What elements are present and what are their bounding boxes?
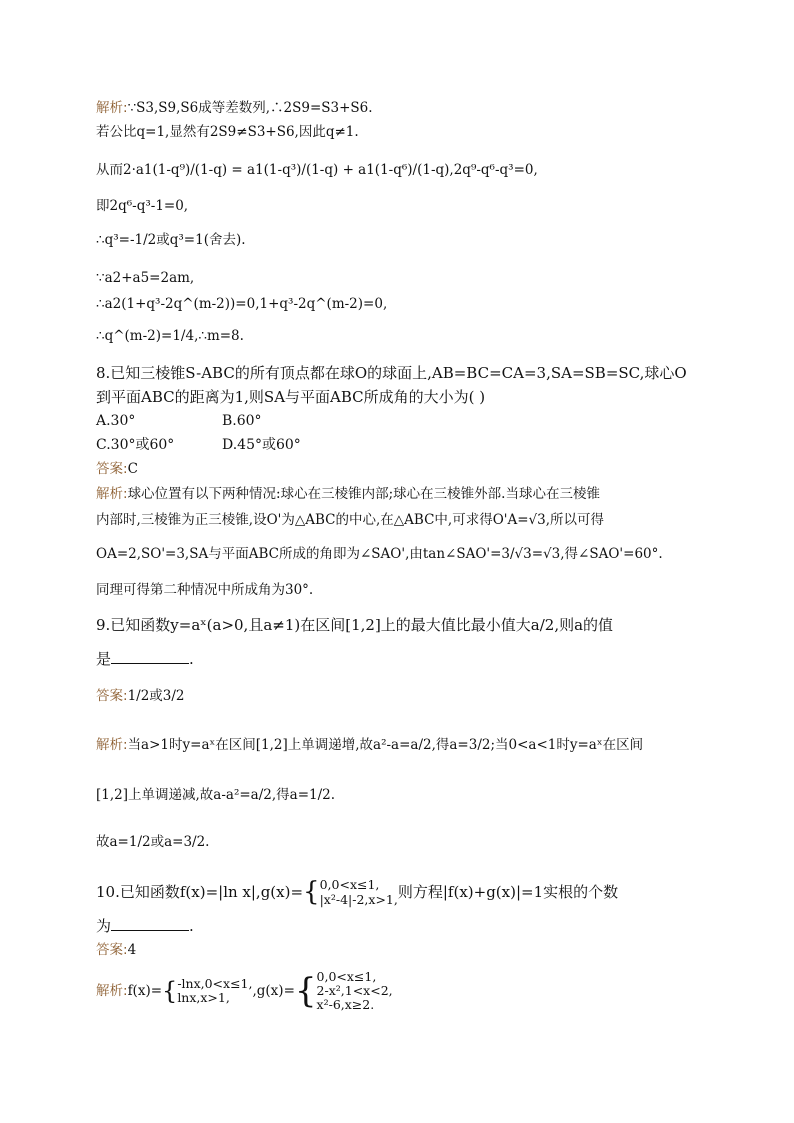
option-a: A.30° bbox=[96, 413, 136, 429]
question-8-stem: 8.已知三棱锥S-ABC的所有顶点都在球O的球面上,AB=BC=CA=3,SA=SB=SC,球心O bbox=[96, 364, 687, 382]
answer-label: 答案: bbox=[96, 688, 128, 704]
analysis-line: ∴q^(m-2)=1/4,∴m=8. bbox=[96, 328, 244, 344]
analysis-text: 球心位置有以下两种情况:球心在三棱锥内部;球心在三棱锥外部.当球心在三棱锥 bbox=[127, 486, 600, 502]
stem-text: 10.已知函数f(x)=|ln x|,g(x)= bbox=[96, 883, 304, 901]
case-line: x²-6,x≥2. bbox=[316, 997, 375, 1012]
brace-icon: { bbox=[294, 971, 317, 1011]
analysis-line: OA=2,SO'=3,SA与平面ABC所成的角即为∠SAO',由tan∠SAO'=3/√3=√3,得∠SAO'=60°. bbox=[96, 546, 663, 562]
analysis-label: 解析: bbox=[96, 983, 128, 999]
answer-line bbox=[96, 459, 138, 479]
answer-value: 4 bbox=[127, 942, 137, 958]
analysis-label: 解析: bbox=[96, 486, 128, 502]
analysis-line: 内部时,三棱锥为正三棱锥,设O'为△ABC的中心,在△ABC中,可求得O'A=√3,所以可得 bbox=[96, 512, 605, 528]
case-line: -lnx,0<x≤1, bbox=[177, 976, 253, 991]
option-d: D.45°或60° bbox=[222, 437, 301, 453]
analysis-text: f(x)= bbox=[127, 983, 163, 999]
analysis-line bbox=[96, 970, 393, 1012]
stem-text: 为 bbox=[96, 917, 112, 935]
answer-label: 答案: bbox=[96, 942, 128, 958]
analysis-label: 解析: bbox=[96, 737, 128, 753]
analysis-line: 故a=1/2或a=3/2. bbox=[96, 834, 210, 850]
analysis-text: ,g(x)= bbox=[252, 983, 295, 999]
case-line: 0,0<x≤1, bbox=[316, 969, 377, 984]
analysis-line bbox=[96, 98, 373, 118]
question-10-stem bbox=[96, 876, 618, 908]
brace-icon: { bbox=[162, 977, 178, 1005]
analysis-label: 解析: bbox=[96, 100, 128, 116]
case-line: lnx,x>1, bbox=[177, 990, 230, 1005]
analysis-line: ∴a2(1+q³-2q^(m-2))=0,1+q³-2q^(m-2)=0, bbox=[96, 296, 388, 312]
question-9-stem: 是 . bbox=[96, 650, 194, 668]
answer-value: C bbox=[127, 461, 138, 477]
case-line: 2-x²,1<x<2, bbox=[316, 983, 393, 998]
analysis-line: 若公比q=1,显然有2S9≠S3+S6,因此q≠1. bbox=[96, 124, 359, 140]
answer-blank bbox=[111, 916, 189, 931]
analysis-line bbox=[96, 484, 600, 504]
analysis-line: ∵a2+a5=2am, bbox=[96, 270, 195, 286]
answer-line bbox=[96, 686, 185, 706]
option-c: C.30°或60° bbox=[96, 437, 175, 453]
brace-icon: { bbox=[303, 877, 320, 907]
question-8-stem: 到平面ABC的距离为1,则SA与平面ABC所成角的大小为( ) bbox=[96, 388, 486, 406]
analysis-line: 即2q⁶-q³-1=0, bbox=[96, 198, 189, 214]
analysis-text: ∵S3,S9,S6成等差数列,∴2S9=S3+S6. bbox=[127, 100, 373, 116]
option-b: B.60° bbox=[222, 413, 262, 429]
analysis-line: 从而2·a1(1-q⁹)/(1-q) = a1(1-q³)/(1-q) + a1(1-q⁶)/(1-q),2q⁹-q⁶-q³=0, bbox=[96, 162, 538, 178]
piecewise-g bbox=[320, 877, 398, 907]
analysis-line bbox=[96, 735, 643, 755]
answer-value: 1/2或3/2 bbox=[127, 688, 185, 704]
case-line: 0,0<x≤1, bbox=[319, 877, 380, 892]
analysis-line: 同理可得第二种情况中所成角为30°. bbox=[96, 582, 314, 598]
analysis-line: ∴q³=-1/2或q³=1(舍去). bbox=[96, 232, 246, 248]
answer-label: 答案: bbox=[96, 461, 128, 477]
answer-blank bbox=[111, 649, 189, 664]
stem-text: 是 bbox=[96, 650, 112, 668]
stem-text: 则方程|f(x)+g(x)|=1实根的个数 bbox=[397, 883, 619, 901]
piecewise-g2 bbox=[317, 970, 393, 1012]
question-10-stem: 为 . bbox=[96, 917, 194, 935]
analysis-line: [1,2]上单调递减,故a-a²=a/2,得a=1/2. bbox=[96, 787, 336, 803]
case-line: |x²-4|-2,x>1, bbox=[319, 892, 398, 907]
question-9-stem: 9.已知函数y=aˣ(a>0,且a≠1)在区间[1,2]上的最大值比最小值大a/2,则a的值 bbox=[96, 616, 614, 634]
piecewise-f bbox=[177, 977, 252, 1005]
answer-line bbox=[96, 940, 136, 960]
analysis-text: 当a>1时y=aˣ在区间[1,2]上单调递增,故a²-a=a/2,得a=3/2;当0<a<1时y=aˣ在区间 bbox=[127, 737, 644, 753]
